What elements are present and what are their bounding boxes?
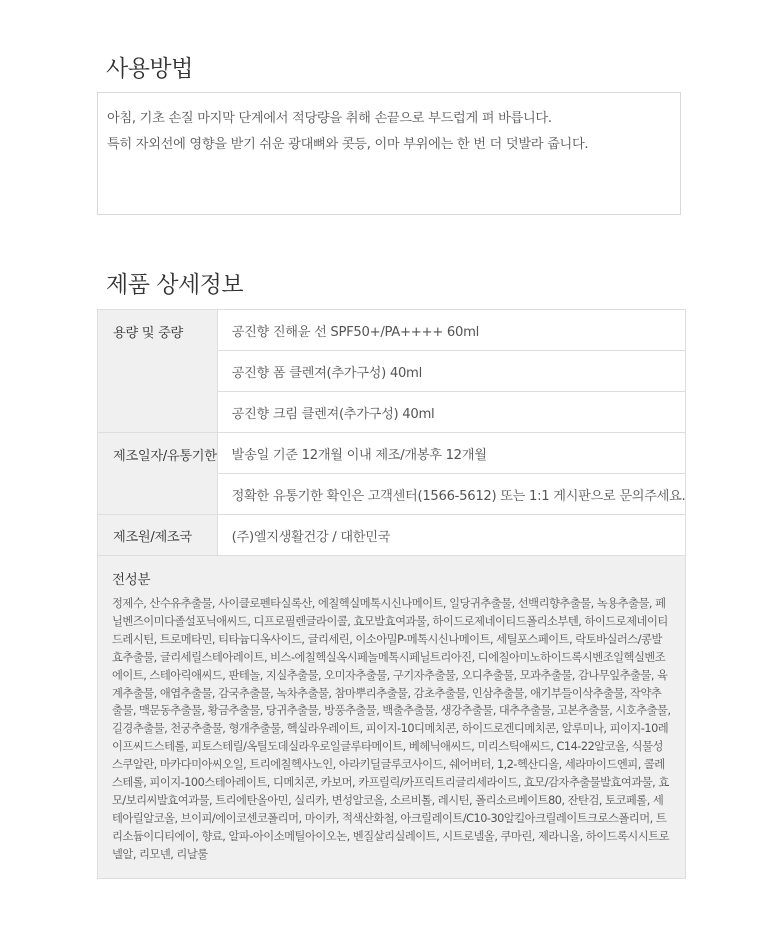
ingredients-title: 전성분: [112, 572, 151, 588]
usage-line: 아침, 기초 손질 마지막 단계에서 적당량을 취해 손끝으로 부드럽게 펴 바릅니다.: [107, 111, 552, 126]
expiry-value: 정확한 유통기한 확인은 고객센터(1566-5612) 또는 1:1 게시판으로 문의주세요.: [217, 474, 686, 515]
table-row: [98, 515, 686, 556]
capacity-value: 공진향 폼 클렌져(추가구성) 40ml: [217, 351, 686, 392]
manufacturer-value: (주)엘지생활건강 / 대한민국: [217, 515, 686, 556]
ingredients-text: 정제수, 산수유추출물, 사이클로펜타실록산, 에칠헥실메톡시신나메이트, 일당귀추출물, 선백리향추출물, 녹용추출물, 페닐벤즈이미다졸설포닉애씨드, 디프로필렌글라이콜, 효모발효여과물, 하이드로제네이티드폴리소부텐, 하이드로제네이티드레시틴, 트로메타민, 티타늄디옥사이드, 글리세린, 이소아밀P-메톡시신나메이트, 세틸포스페이트, 락토바실러스/콩발효추출물, 글리세릴스테아레이트, 비스-에칠헥실옥시페놀메톡시페닐트리아진, 디에칠아미노하이드록시벤조일헥실벤조에이트, 스테아릭애씨드, 판테놀, 지실추출물, 오미자추출물, 구기자추출물, 오디추출물, 모과추출물, 감나무잎추출물, 육계추출물, 애엽추출물, 감국추출물, 녹차추출물, 참마뿌리추출물, 감초추출물, 인삼추출물, 애기부들이삭추출물, 작약추출물, 맥문동추출물, 황금추출물, 당귀추출물, 방풍추출물, 백출추출물, 생강추출물, 대추추출물, 고본추출물, 시호추출물, 길경추출물, 천궁추출물, 형개추출물, 헥실라우레이트, 피이지-10디메치콘, 하이드로겐디메치콘, 알루미나, 피이지-10레이프씨드스테롤, 피토스테릴/옥틸도데실라우로일글루타메이트, 베헤닉애씨드, 미리스틱애씨드, C14-22알코올, 식물성스쿠알란, 마카다미아씨오일, 트리에칠헥사노인, 아라키딜글루코사이드, 쉐어버터, 1,2-헥산디올, 세라마이드엔피, 콜레스테롤, 피이지-100스테아레이트, 디메치콘, 카보머, 카프릴릭/카프릭트리글리세라이드, 효모/감자추출물발효여과물, 효모/보리씨발효여과물, 트리에탄올아민, 실리카, 변성알코올, 소르비톨, 레시틴, 폴리소르베이트80, 잔탄검, 토코페롤, 세테아릴알코올, 브이피/에이코센코폴리머, 마이카, 적색산화철, 아크릴레이트/C10-30알킬아크릴레이트크로스폴리머, 트리소듐이디티에이, 향료, 알파-아이소메틸아이오논, 벤질살리실레이트, 시트로넬올, 쿠마린, 제라니올, 하이드록시시트로넬알, 리모넨, 리날룰: [112, 597, 671, 861]
capacity-value: 공진향 크림 클렌져(추가구성) 40ml: [217, 392, 686, 433]
product-details-table: [97, 309, 686, 879]
usage-description-box: [97, 92, 681, 215]
usage-section-title: 사용방법: [106, 56, 193, 82]
details-section-title: 제품 상세정보: [106, 272, 244, 298]
expiry-label: 제조일자/유통기한: [98, 433, 218, 515]
usage-line: 특히 자외선에 영향을 받기 쉬운 광대뼈와 콧등, 이마 부위에는 한 번 더 덧발라 줍니다.: [107, 137, 589, 152]
capacity-label: 용량 및 중량: [98, 310, 218, 433]
manufacturer-label: 제조원/제조국: [98, 515, 218, 556]
table-row: [98, 310, 686, 351]
capacity-value: 공진향 진해윤 선 SPF50+/PA++++ 60ml: [217, 310, 686, 351]
table-row: [98, 433, 686, 474]
ingredients-cell: [98, 556, 686, 879]
table-row: [98, 556, 686, 879]
expiry-value: 발송일 기준 12개월 이내 제조/개봉후 12개월: [217, 433, 686, 474]
